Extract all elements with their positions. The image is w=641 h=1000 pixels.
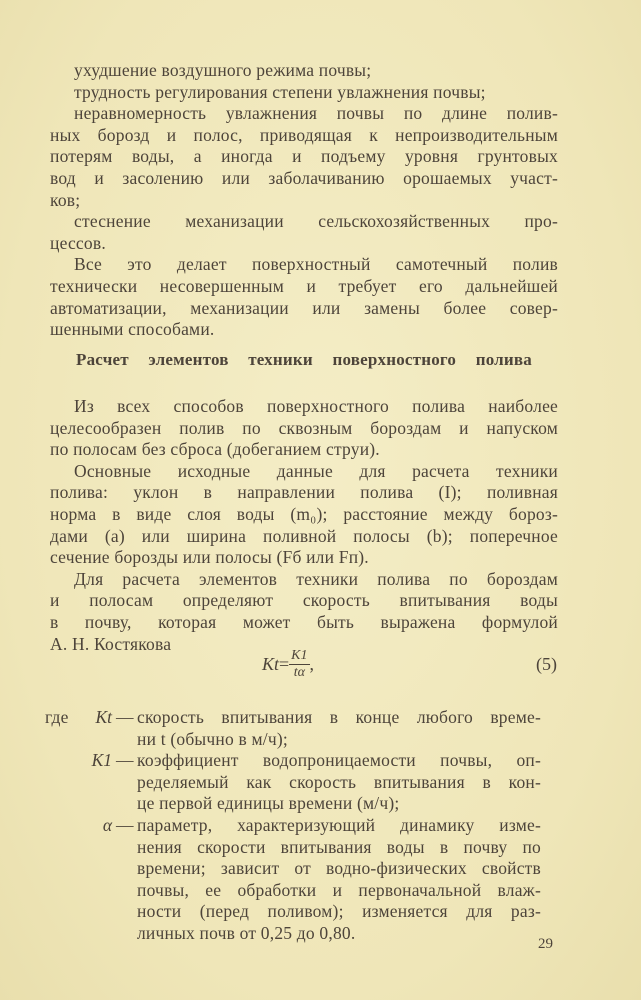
text-line: Из всех способов поверхностного полива наиболее bbox=[74, 396, 558, 416]
dash: — bbox=[116, 815, 134, 835]
definition-line: це первой единицы времени (м/ч); bbox=[137, 793, 400, 814]
definition-symbol: Kt bbox=[95, 707, 112, 727]
text-line: дами (a) или ширина поливной полосы (b); поперечное bbox=[50, 525, 558, 546]
text-line: неравномерность увлажнения почвы по длине полив- bbox=[74, 103, 558, 124]
definition-symbol: α bbox=[102, 815, 112, 835]
text-line: потерям воды, а иногда и подъему уровня грунтовых bbox=[50, 146, 558, 167]
definition-line: нения скорости впитывания воды в почву по bbox=[137, 836, 541, 857]
where-label: где bbox=[45, 707, 69, 727]
text-line: автоматизации, механизации или замены более совер- bbox=[50, 297, 558, 318]
formula-equals: = bbox=[279, 654, 290, 674]
formula-denominator: tα bbox=[293, 665, 305, 680]
text-line: и полосам определяют скорость впитывания воды bbox=[50, 590, 558, 611]
definition-line: личных почв от 0,25 до 0,80. bbox=[137, 923, 356, 943]
dash: — bbox=[116, 707, 134, 727]
text-line: вод и засолению или заболачиванию орошаемых участ- bbox=[50, 168, 558, 188]
definition-line: ни t (обычно в м/ч); bbox=[137, 728, 288, 749]
text-line: норма в виде слоя воды (m₀); расстояние между бороз- bbox=[50, 504, 558, 524]
definition-line: скорость впитывания в конце любого време- bbox=[137, 707, 541, 727]
text-line: Все это делает поверхностный самотечный полив bbox=[74, 254, 558, 275]
formula-numerator: K1 bbox=[291, 648, 308, 663]
text-line: технически несовершенным и требует его дальнейшей bbox=[50, 276, 558, 296]
formula-comma: , bbox=[309, 654, 315, 674]
text-line: ухудшение воздушного режима почвы; bbox=[74, 60, 372, 80]
definition-line: коэффициент водопроницаемости почвы, оп- bbox=[137, 750, 541, 771]
text-line: целесообразен полив по сквозным бороздам и напуском bbox=[50, 417, 558, 438]
formula bbox=[262, 648, 314, 681]
formula-lhs: Kt bbox=[262, 654, 280, 674]
dash: — bbox=[116, 750, 134, 771]
formula-fraction bbox=[289, 648, 309, 681]
text-line: в почву, которая может быть выражена формулой bbox=[50, 612, 558, 632]
definition-line: почвы, ее обработки и первоначальной влаж- bbox=[137, 879, 541, 900]
equation-number: (5) bbox=[536, 654, 557, 674]
definition-line: параметр, характеризующий динамику изме- bbox=[137, 815, 541, 835]
text-line: по полосам без сброса (добеганием струи). bbox=[50, 439, 380, 460]
page-number: 29 bbox=[538, 936, 553, 952]
text-line: ков; bbox=[50, 189, 81, 210]
text-line: стеснение механизации сельскохозяйственных про- bbox=[74, 211, 558, 232]
section-heading: Расчет элементов техники поверхностного полива bbox=[76, 350, 532, 369]
text-line: трудность регулирования степени увлажнения почвы; bbox=[74, 81, 486, 102]
text-line: ных борозд и полос, приводящая к непроизводительным bbox=[50, 124, 558, 145]
definition-line: ределяемый как скорость впитывания в кон- bbox=[137, 771, 541, 792]
text-line: сечение борозды или полосы (Fб или Fп). bbox=[50, 547, 369, 568]
definition-line: ности (перед поливом); изменяется для раз- bbox=[137, 901, 541, 922]
text-line: Основные исходные данные для расчета техники bbox=[74, 460, 558, 481]
text-line: А. Н. Костякова bbox=[50, 633, 172, 654]
text-line: Для расчета элементов техники полива по бороздам bbox=[74, 568, 558, 589]
definition-line: времени; зависит от водно-физических свойств bbox=[137, 858, 541, 879]
text-line: полива: уклон в направлении полива (I); поливная bbox=[50, 482, 558, 503]
definition-symbol: K1 bbox=[91, 750, 112, 771]
text-line: шенными способами. bbox=[50, 319, 215, 340]
text-line: цессов. bbox=[50, 232, 106, 253]
